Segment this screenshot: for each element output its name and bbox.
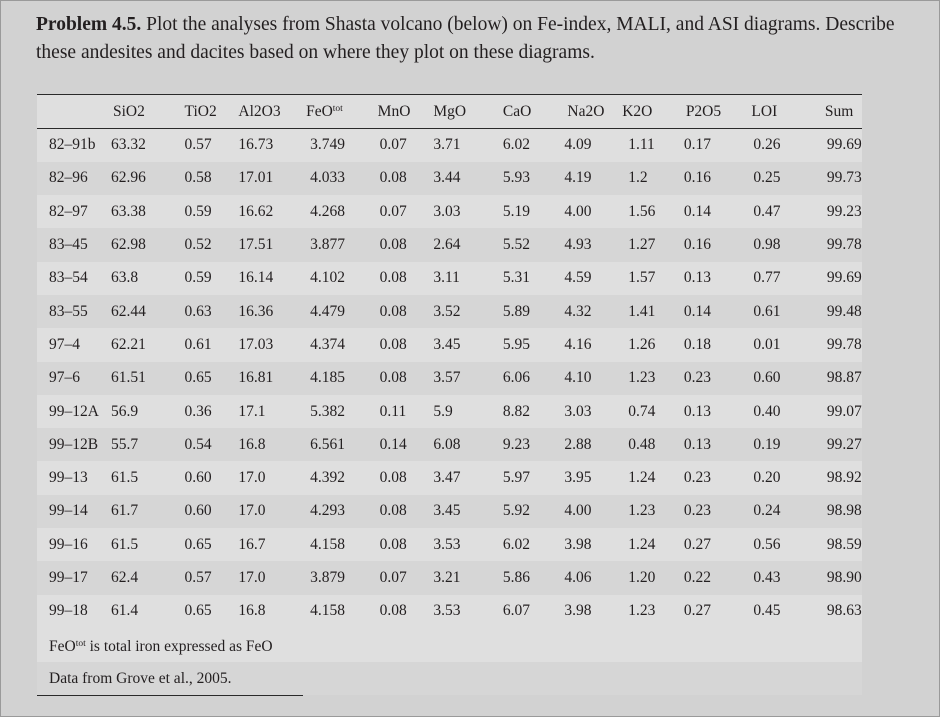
table-notes [37, 628, 862, 695]
value-cell: 5.382 [296, 395, 366, 428]
value-cell: 3.98 [554, 528, 614, 561]
value-cell: 3.45 [427, 328, 489, 361]
value-cell: 9.23 [489, 428, 555, 461]
value-cell: 5.31 [489, 262, 555, 295]
value-cell: 0.23 [676, 495, 742, 528]
value-cell: 0.65 [167, 528, 225, 561]
value-cell: 63.38 [99, 195, 167, 228]
sample-id-cell: 99–14 [37, 495, 99, 528]
value-cell: 4.00 [554, 495, 614, 528]
value-cell: 3.52 [427, 295, 489, 328]
value-cell: 0.13 [676, 395, 742, 428]
value-cell: 3.879 [296, 561, 366, 594]
table-header-row [37, 95, 862, 129]
value-cell: 99.73 [805, 162, 862, 195]
value-cell: 17.03 [224, 328, 296, 361]
value-cell: 0.19 [741, 428, 805, 461]
value-cell: 99.23 [805, 195, 862, 228]
value-cell: 62.4 [99, 561, 167, 594]
value-cell: 4.93 [554, 228, 614, 261]
value-cell: 63.32 [99, 129, 167, 162]
column-header-label: Na2O [567, 102, 605, 120]
value-cell: 3.749 [296, 129, 366, 162]
value-cell: 99.69 [805, 262, 862, 295]
value-cell: 17.1 [224, 395, 296, 428]
column-header [554, 95, 614, 129]
value-cell: 99.48 [805, 295, 862, 328]
column-header [37, 95, 99, 129]
column-header [805, 95, 862, 129]
value-cell: 6.561 [296, 428, 366, 461]
table-row [37, 595, 862, 628]
value-cell: 3.03 [554, 395, 614, 428]
value-cell: 0.08 [366, 328, 428, 361]
value-cell: 3.95 [554, 461, 614, 494]
value-cell: 0.08 [366, 228, 428, 261]
table-row [37, 395, 862, 428]
value-cell: 62.98 [99, 228, 167, 261]
value-cell: 0.98 [741, 228, 805, 261]
value-cell: 0.01 [741, 328, 805, 361]
value-cell: 5.86 [489, 561, 555, 594]
column-header [427, 95, 489, 129]
sample-id-cell: 99–17 [37, 561, 99, 594]
sample-id-cell: 83–55 [37, 295, 99, 328]
value-cell: 3.47 [427, 461, 489, 494]
table-row [37, 228, 862, 261]
value-cell: 0.61 [741, 295, 805, 328]
value-cell: 0.08 [366, 262, 428, 295]
value-cell: 0.14 [366, 428, 428, 461]
value-cell: 0.58 [167, 162, 225, 195]
value-cell: 0.08 [366, 461, 428, 494]
problem-label: Problem 4.5. [36, 14, 142, 35]
column-header [741, 95, 805, 129]
value-cell: 0.11 [366, 395, 428, 428]
value-cell: 6.07 [489, 595, 555, 628]
value-cell: 0.27 [676, 528, 742, 561]
value-cell: 0.14 [676, 295, 742, 328]
value-cell: 63.8 [99, 262, 167, 295]
column-header [99, 95, 167, 129]
value-cell: 98.59 [805, 528, 862, 561]
value-cell: 61.7 [99, 495, 167, 528]
value-cell: 0.63 [167, 295, 225, 328]
value-cell: 0.65 [167, 595, 225, 628]
sample-id-cell: 97–6 [37, 362, 99, 395]
value-cell: 5.52 [489, 228, 555, 261]
value-cell: 8.82 [489, 395, 555, 428]
value-cell: 0.07 [366, 129, 428, 162]
column-header-label: MnO [377, 102, 411, 120]
value-cell: 5.93 [489, 162, 555, 195]
value-cell: 5.89 [489, 295, 555, 328]
value-cell: 3.71 [427, 129, 489, 162]
feo-superscript: tot [332, 103, 343, 114]
value-cell: 0.60 [741, 362, 805, 395]
value-cell: 0.08 [366, 495, 428, 528]
value-cell: 0.14 [676, 195, 742, 228]
column-header [614, 95, 676, 129]
value-cell: 99.78 [805, 328, 862, 361]
sample-id-cell: 99–12B [37, 428, 99, 461]
problem-statement [36, 11, 916, 67]
value-cell: 0.08 [366, 595, 428, 628]
value-cell: 0.07 [366, 195, 428, 228]
value-cell: 4.09 [554, 129, 614, 162]
value-cell: 0.22 [676, 561, 742, 594]
sample-id-cell: 99–16 [37, 528, 99, 561]
feo-footnote-sup: tot [75, 639, 86, 649]
value-cell: 0.13 [676, 428, 742, 461]
value-cell: 17.51 [224, 228, 296, 261]
value-cell: 0.20 [741, 461, 805, 494]
value-cell: 0.60 [167, 495, 225, 528]
table-row [37, 129, 862, 162]
value-cell: 1.2 [614, 162, 676, 195]
value-cell: 3.57 [427, 362, 489, 395]
value-cell: 4.033 [296, 162, 366, 195]
sample-id-cell: 82–96 [37, 162, 99, 195]
value-cell: 0.47 [741, 195, 805, 228]
value-cell: 0.08 [366, 162, 428, 195]
value-cell: 62.96 [99, 162, 167, 195]
value-cell: 4.06 [554, 561, 614, 594]
value-cell: 0.52 [167, 228, 225, 261]
value-cell: 0.23 [676, 461, 742, 494]
table-row [37, 428, 862, 461]
value-cell: 2.64 [427, 228, 489, 261]
value-cell: 98.63 [805, 595, 862, 628]
value-cell: 4.16 [554, 328, 614, 361]
column-header [224, 95, 296, 129]
column-header-label: MgO [433, 102, 467, 120]
value-cell: 3.03 [427, 195, 489, 228]
value-cell: 0.61 [167, 328, 225, 361]
value-cell: 0.40 [741, 395, 805, 428]
value-cell: 1.57 [614, 262, 676, 295]
value-cell: 4.392 [296, 461, 366, 494]
value-cell: 1.27 [614, 228, 676, 261]
table-row [37, 561, 862, 594]
column-header [489, 95, 555, 129]
value-cell: 5.19 [489, 195, 555, 228]
value-cell: 1.11 [614, 129, 676, 162]
value-cell: 0.59 [167, 262, 225, 295]
value-cell: 5.9 [427, 395, 489, 428]
value-cell: 1.24 [614, 528, 676, 561]
value-cell: 16.8 [224, 595, 296, 628]
sample-id-cell: 97–4 [37, 328, 99, 361]
column-header-label: P2O5 [685, 102, 722, 120]
value-cell: 2.88 [554, 428, 614, 461]
value-cell: 61.5 [99, 528, 167, 561]
value-cell: 1.23 [614, 595, 676, 628]
value-cell: 4.479 [296, 295, 366, 328]
value-cell: 16.36 [224, 295, 296, 328]
value-cell: 3.53 [427, 595, 489, 628]
value-cell: 0.25 [741, 162, 805, 195]
column-header-label: CaO [502, 102, 532, 120]
value-cell: 17.0 [224, 561, 296, 594]
value-cell: 98.98 [805, 495, 862, 528]
value-cell: 3.53 [427, 528, 489, 561]
column-header-label: FeO [306, 102, 333, 120]
value-cell: 0.08 [366, 362, 428, 395]
feo-footnote-prefix: FeO [49, 638, 76, 655]
value-cell: 0.57 [167, 129, 225, 162]
value-cell: 4.185 [296, 362, 366, 395]
value-cell: 0.48 [614, 428, 676, 461]
value-cell: 1.20 [614, 561, 676, 594]
value-cell: 0.08 [366, 528, 428, 561]
value-cell: 0.08 [366, 295, 428, 328]
value-cell: 99.27 [805, 428, 862, 461]
value-cell: 61.4 [99, 595, 167, 628]
value-cell: 98.92 [805, 461, 862, 494]
column-header-label: K2O [622, 102, 653, 120]
sample-id-cell: 99–13 [37, 461, 99, 494]
value-cell: 0.57 [167, 561, 225, 594]
value-cell: 0.60 [167, 461, 225, 494]
value-cell: 1.56 [614, 195, 676, 228]
shasta-analyses-table [37, 94, 862, 628]
column-header-label: SiO2 [112, 102, 145, 120]
column-header-label: TiO2 [184, 102, 217, 120]
table-row [37, 195, 862, 228]
table-row [37, 528, 862, 561]
value-cell: 0.27 [676, 595, 742, 628]
value-cell: 3.45 [427, 495, 489, 528]
value-cell: 4.158 [296, 595, 366, 628]
value-cell: 0.65 [167, 362, 225, 395]
value-cell: 16.7 [224, 528, 296, 561]
value-cell: 4.268 [296, 195, 366, 228]
bottom-rule [37, 695, 303, 696]
value-cell: 3.44 [427, 162, 489, 195]
value-cell: 17.0 [224, 495, 296, 528]
value-cell: 0.74 [614, 395, 676, 428]
value-cell: 0.17 [676, 129, 742, 162]
value-cell: 4.10 [554, 362, 614, 395]
value-cell: 5.92 [489, 495, 555, 528]
source-note [37, 662, 862, 696]
value-cell: 0.16 [676, 228, 742, 261]
value-cell: 1.26 [614, 328, 676, 361]
value-cell: 4.374 [296, 328, 366, 361]
value-cell: 5.95 [489, 328, 555, 361]
value-cell: 98.87 [805, 362, 862, 395]
value-cell: 0.54 [167, 428, 225, 461]
source-note-text: Data from Grove et al., 2005. [49, 669, 232, 687]
value-cell: 17.0 [224, 461, 296, 494]
value-cell: 0.18 [676, 328, 742, 361]
value-cell: 98.90 [805, 561, 862, 594]
value-cell: 3.877 [296, 228, 366, 261]
value-cell: 3.98 [554, 595, 614, 628]
column-header-label: LOI [751, 102, 778, 120]
value-cell: 55.7 [99, 428, 167, 461]
value-cell: 0.24 [741, 495, 805, 528]
value-cell: 3.21 [427, 561, 489, 594]
column-header-label: Sum [824, 102, 854, 120]
problem-text: Plot the analyses from Shasta volcano (below) on Fe-index, MALI, and ASI diagrams. Describe these andesites and dacites based on where they plot on these diagrams. [36, 14, 895, 63]
value-cell: 0.43 [741, 561, 805, 594]
table-row [37, 162, 862, 195]
value-cell: 4.293 [296, 495, 366, 528]
value-cell: 5.97 [489, 461, 555, 494]
sample-id-cell: 83–45 [37, 228, 99, 261]
value-cell: 62.21 [99, 328, 167, 361]
value-cell: 16.81 [224, 362, 296, 395]
value-cell: 99.07 [805, 395, 862, 428]
value-cell: 6.08 [427, 428, 489, 461]
value-cell: 0.07 [366, 561, 428, 594]
column-header [366, 95, 428, 129]
value-cell: 4.00 [554, 195, 614, 228]
value-cell: 4.158 [296, 528, 366, 561]
value-cell: 56.9 [99, 395, 167, 428]
value-cell: 0.23 [676, 362, 742, 395]
value-cell: 1.41 [614, 295, 676, 328]
value-cell: 0.59 [167, 195, 225, 228]
value-cell: 0.45 [741, 595, 805, 628]
table-row [37, 495, 862, 528]
value-cell: 4.59 [554, 262, 614, 295]
value-cell: 4.19 [554, 162, 614, 195]
value-cell: 61.51 [99, 362, 167, 395]
feo-footnote [37, 628, 862, 662]
value-cell: 16.62 [224, 195, 296, 228]
value-cell: 6.06 [489, 362, 555, 395]
column-header [676, 95, 742, 129]
value-cell: 17.01 [224, 162, 296, 195]
feo-footnote-text: is total iron expressed as FeO [85, 638, 273, 655]
value-cell: 0.13 [676, 262, 742, 295]
column-header [167, 95, 225, 129]
value-cell: 99.69 [805, 129, 862, 162]
value-cell: 6.02 [489, 528, 555, 561]
value-cell: 0.26 [741, 129, 805, 162]
table-body [37, 129, 862, 628]
sample-id-cell: 99–18 [37, 595, 99, 628]
value-cell: 16.73 [224, 129, 296, 162]
value-cell: 3.11 [427, 262, 489, 295]
table-row [37, 328, 862, 361]
value-cell: 0.36 [167, 395, 225, 428]
table-row [37, 262, 862, 295]
value-cell: 0.16 [676, 162, 742, 195]
value-cell: 99.78 [805, 228, 862, 261]
sample-id-cell: 82–97 [37, 195, 99, 228]
table-row [37, 295, 862, 328]
value-cell: 4.102 [296, 262, 366, 295]
value-cell: 6.02 [489, 129, 555, 162]
value-cell: 1.23 [614, 362, 676, 395]
value-cell: 61.5 [99, 461, 167, 494]
value-cell: 62.44 [99, 295, 167, 328]
data-table-box [37, 94, 862, 695]
value-cell: 1.23 [614, 495, 676, 528]
column-header [296, 95, 366, 129]
table-row [37, 362, 862, 395]
sample-id-cell: 82–91b [37, 129, 99, 162]
table-row [37, 461, 862, 494]
value-cell: 4.32 [554, 295, 614, 328]
value-cell: 0.77 [741, 262, 805, 295]
value-cell: 0.56 [741, 528, 805, 561]
sample-id-cell: 99–12A [37, 395, 99, 428]
column-header-label: Al2O3 [238, 102, 281, 120]
sample-id-cell: 83–54 [37, 262, 99, 295]
value-cell: 1.24 [614, 461, 676, 494]
value-cell: 16.8 [224, 428, 296, 461]
value-cell: 16.14 [224, 262, 296, 295]
